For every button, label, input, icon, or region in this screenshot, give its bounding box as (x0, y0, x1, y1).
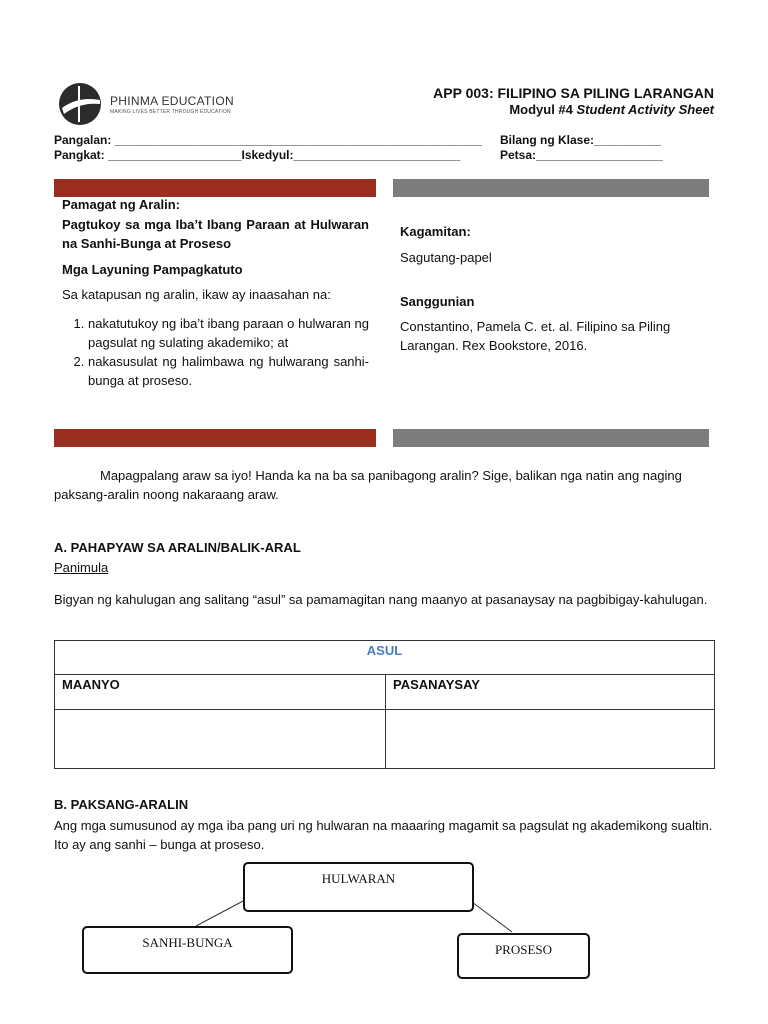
section-a-heading: A. PAHAPYAW SA ARALIN/BALIK-ARAL (54, 540, 301, 555)
layunin-label: Mga Layuning Pampagkatuto (62, 262, 243, 277)
bilang-field[interactable]: Bilang ng Klase:__________ (500, 133, 661, 147)
logo-tagline: MAKING LIVES BETTER THROUGH EDUCATION (110, 109, 231, 115)
objectives-intro: Sa katapusan ng aralin, ikaw ay inaasahan na: (62, 287, 331, 302)
section-b-text: Ang mga sumusunod ay mga iba pang uri ng hulwaran na maaaring magamit sa pagsulat ng akademikong sualtin. Ito ay ang sanhi – bunga at proseso. (54, 818, 713, 852)
pangkat-field[interactable]: Pangkat: ____________________Iskedyul:_________________________ (54, 148, 461, 162)
connector-left (196, 900, 245, 926)
course-title: APP 003: FILIPINO SA PILING LARANGAN (433, 85, 714, 101)
kagamitan-label: Kagamitan: (400, 224, 471, 239)
diagram-right-box: PROSESO (457, 933, 590, 979)
section-b-heading: B. PAKSANG-ARALIN (54, 797, 189, 812)
pangalan-field[interactable]: Pangalan: _______________________________________________________ (54, 133, 482, 147)
module-subtitle: Student Activity Sheet (576, 102, 714, 117)
lesson-title: Pagtukoy sa mga Iba’t Ibang Paraan at Hulwaran na Sanhi-Bunga at Proseso (62, 217, 369, 251)
objective-item: 2. nakasusulat ng halimbawa ng hulwarang sanhi-bunga at proseso. (88, 352, 369, 390)
section-a-subheading: Panimula (54, 560, 109, 575)
table-title: ASUL (55, 641, 715, 675)
diagram-root-box: HULWARAN (243, 862, 474, 912)
module-number: Modyul #4 (509, 102, 577, 117)
kagamitan-value: Sagutang-papel (400, 250, 492, 265)
greeting-paragraph: Mapagpalang araw sa iyo! Handa ka na ba sa panibagong aralin? Sige, balikan nga natin ang naging paksang-aralin noong nakaraang araw. (54, 468, 682, 502)
sanggunian-value: Constantino, Pamela C. et. al. Filipino sa Piling Larangan. Rex Bookstore, 2016. (400, 319, 671, 353)
logo-name: PHINMA EDUCATION (110, 94, 234, 108)
section-a-instruction: Bigyan ng kahulugan ang salitang “asul” sa pamamagitan nang maanyo at pasanaysay na pagbibigay-kahulugan. (54, 592, 708, 607)
connector-right (472, 902, 512, 932)
diagram-left-box: SANHI-BUNGA (82, 926, 293, 974)
col-pasanaysay: PASANAYSAY (386, 675, 715, 710)
col-maanyo: MAANYO (55, 675, 386, 710)
pamagat-label: Pamagat ng Aralin: (62, 197, 180, 212)
objective-item: 1. nakatutukoy ng iba’t ibang paraan o hulwaran ng pagsulat ng sulating akademiko; at (88, 314, 369, 352)
petsa-field[interactable]: Petsa:___________________ (500, 148, 663, 162)
sanggunian-label: Sanggunian (400, 294, 475, 309)
